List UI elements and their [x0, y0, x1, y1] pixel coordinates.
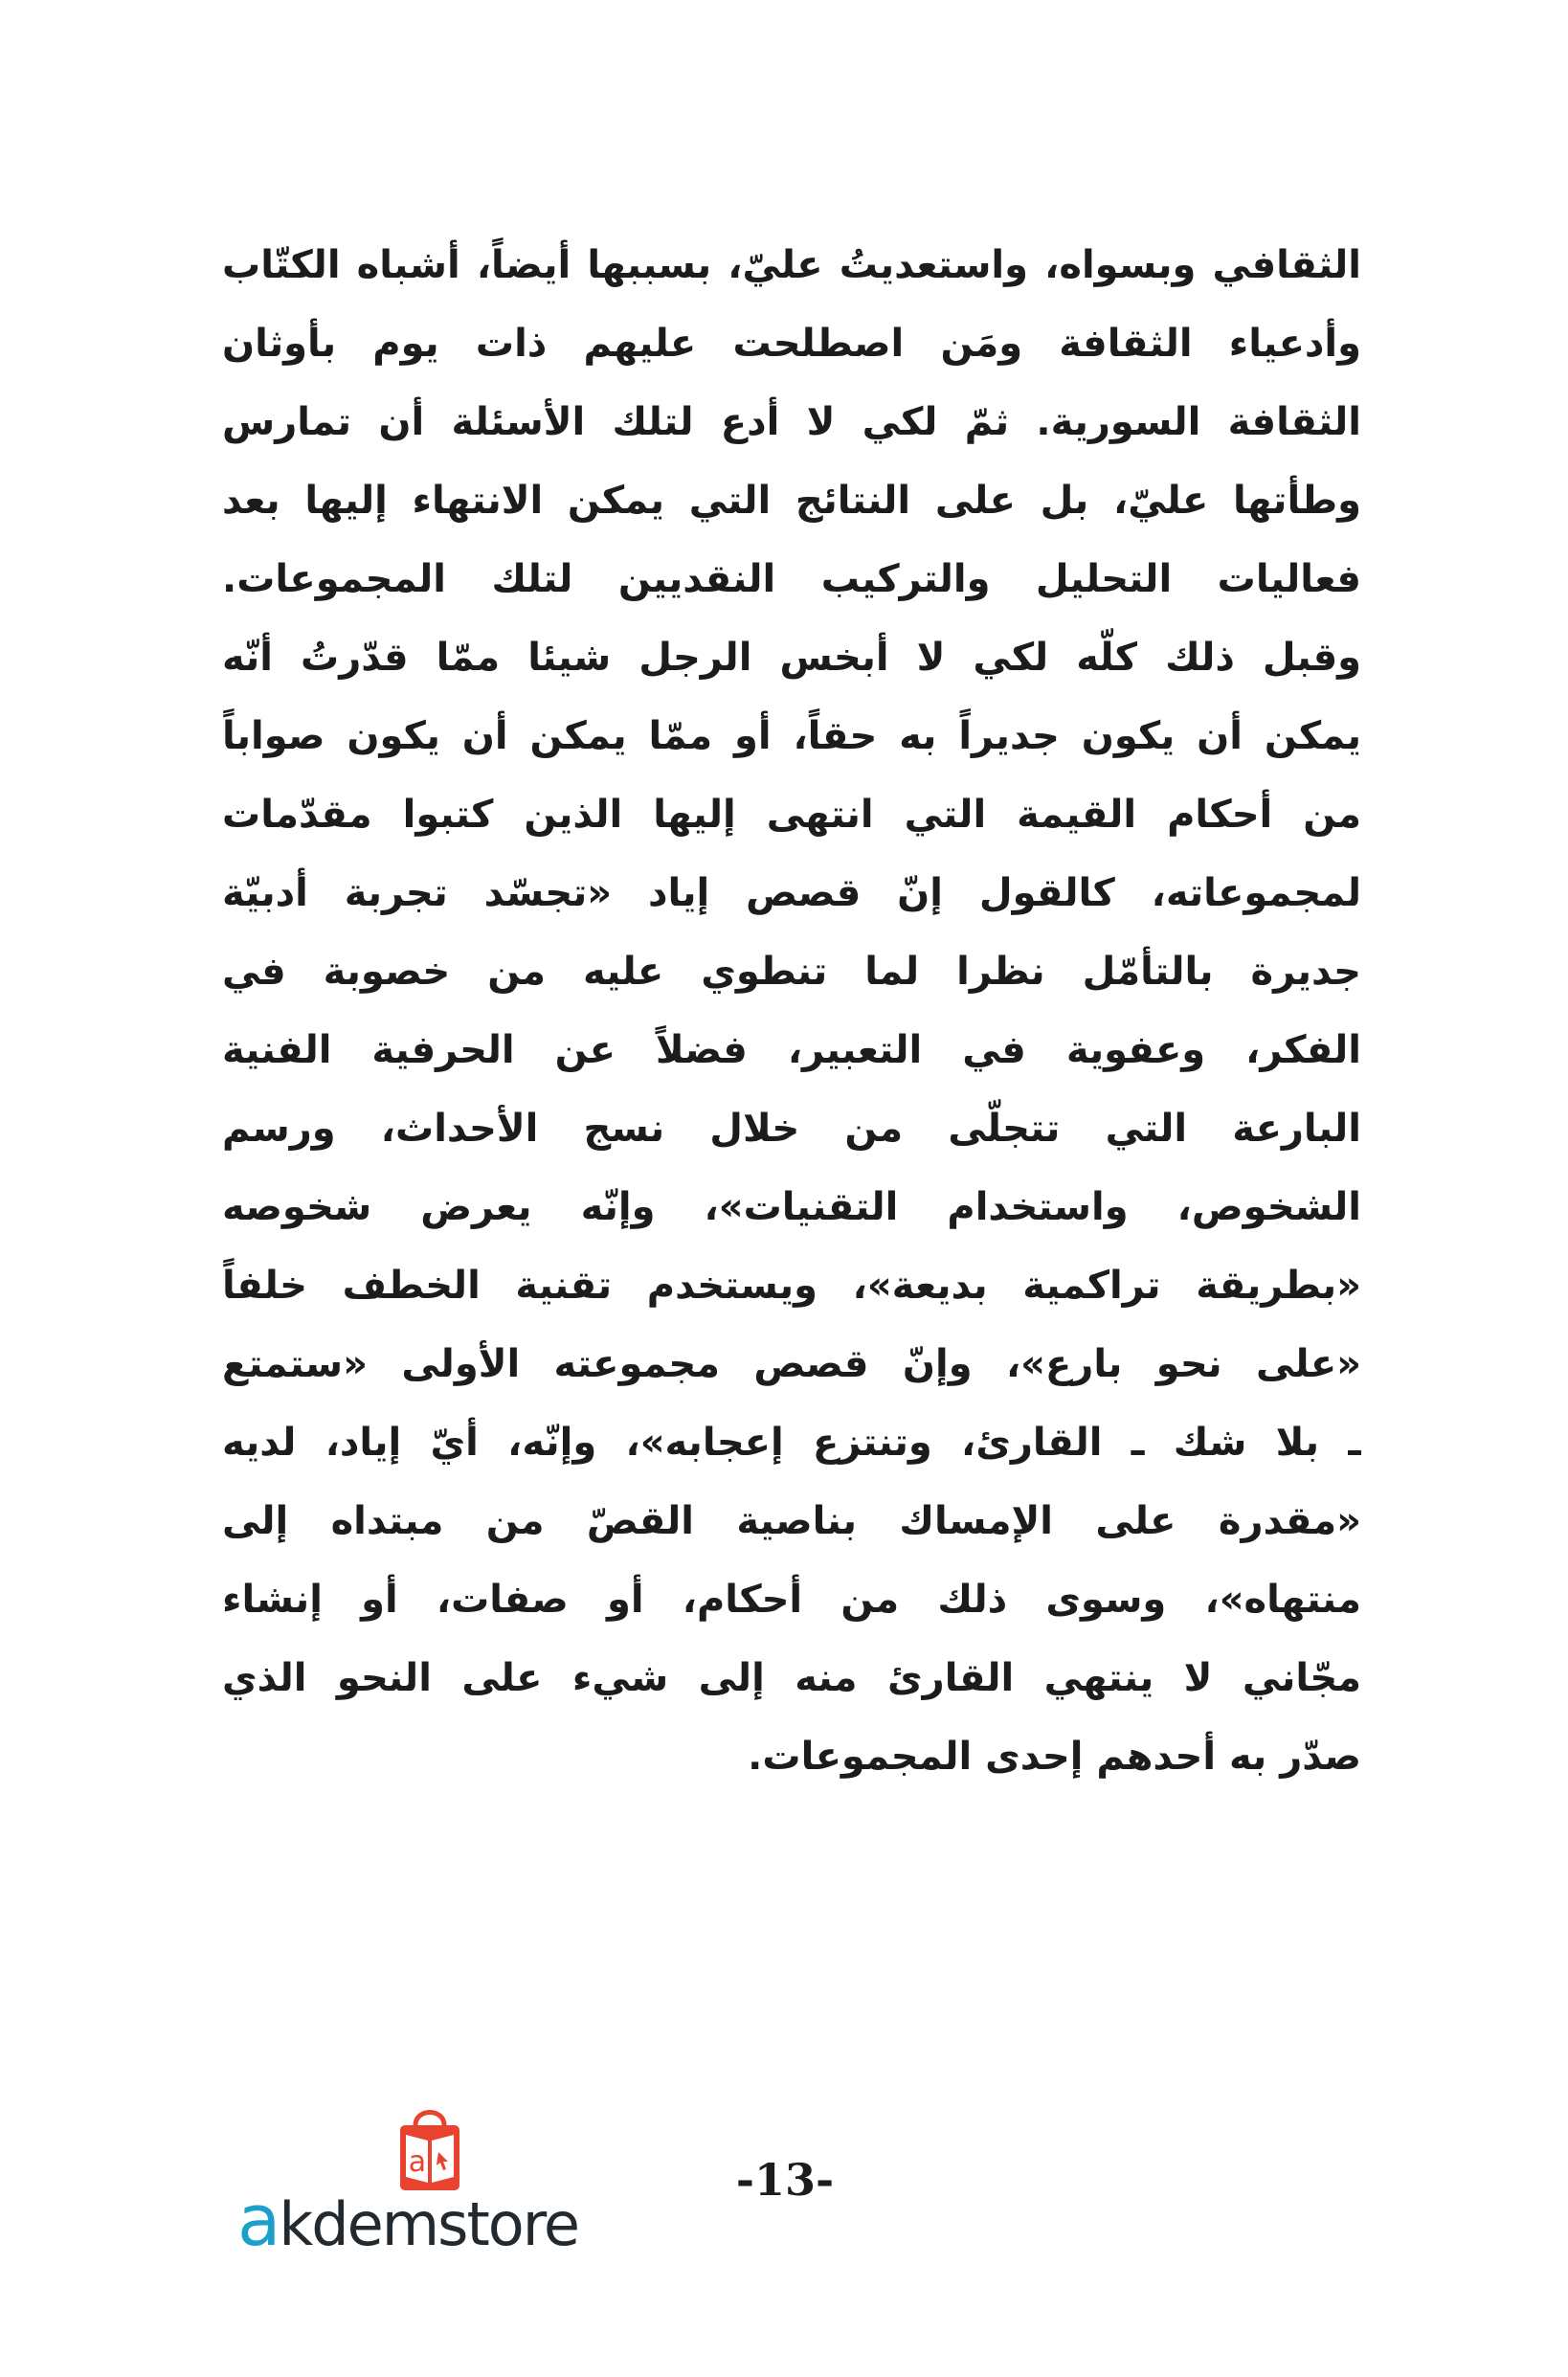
text-line: وقبل ذلك كلّه لكي لا أبخس الرجل شيئا ممّا قدّرتُ أنّه	[222, 636, 1361, 680]
text-line: الثقافي وبسواه، واستعديتُ عليّ، بسببها أيضاً، أشباه الكتّاب	[222, 243, 1361, 287]
text-line: البارعة التي تتجلّى من خلال نسج الأحداث، ورسم	[222, 1107, 1361, 1151]
text-line: وطأتها عليّ، بل على النتائج التي يمكن الانتهاء إليها بعد	[222, 479, 1361, 523]
logo-letter-a: a	[237, 2180, 280, 2262]
text-line: يمكن أن يكون جديراً به حقاً، أو ممّا يمكن أن يكون صواباً	[222, 714, 1361, 758]
text-line: ـ بلا شك ـ القارئ، وتنتزع إعجابه»، وإنّه، أيّ إياد، لديه	[222, 1421, 1361, 1465]
text-line: فعاليات التحليل والتركيب النقديين لتلك المجموعات.	[222, 557, 1361, 601]
store-logo-text	[237, 2180, 578, 2263]
text-line: الفكر، وعفوية في التعبير، فضلاً عن الحرفية الفنية	[222, 1028, 1361, 1072]
text-line: وأدعياء الثقافة ومَن اصطلحت عليهم ذات يوم بأوثان	[222, 322, 1361, 366]
text-line: «مقدرة على الإمساك بناصية القصّ من مبتداه إلى	[222, 1499, 1361, 1543]
text-line: «على نحو بارع»، وإنّ قصص مجموعته الأولى «ستمتع	[222, 1342, 1361, 1386]
text-line: صدّر به أحدهم إحدى المجموعات.	[748, 1735, 1361, 1779]
text-line: الشخوص، واستخدام التقنيات»، وإنّه يعرض شخوصه	[222, 1185, 1361, 1229]
store-logo	[237, 2102, 649, 2265]
logo-wordmark: kdemstore	[279, 2189, 578, 2259]
text-line: الثقافة السورية. ثمّ لكي لا أدع لتلك الأسئلة أن تمارس	[222, 400, 1361, 444]
text-line: جديرة بالتأمّل نظرا لما تنطوي عليه من خصوبة في	[222, 950, 1361, 994]
text-line: «بطريقة تراكمية بديعة»، ويستخدم تقنية الخطف خلفاً	[222, 1264, 1361, 1308]
body-text	[222, 226, 1361, 1796]
page-number: -13-	[735, 2154, 835, 2206]
shopping-bag-book-icon	[396, 2102, 463, 2194]
text-line: من أحكام القيمة التي انتهى إليها الذين كتبوا مقدّمات	[222, 793, 1361, 837]
text-line: لمجموعاته، كالقول إنّ قصص إياد «تجسّد تجربة أدبيّة	[222, 871, 1361, 915]
text-line: منتهاه»، وسوى ذلك من أحكام، أو صفات، أو إنشاء	[222, 1578, 1361, 1622]
logo-badge-letter: a	[408, 2145, 427, 2179]
text-line: مجّاني لا ينتهي القارئ منه إلى شيء على النحو الذي	[222, 1656, 1361, 1700]
